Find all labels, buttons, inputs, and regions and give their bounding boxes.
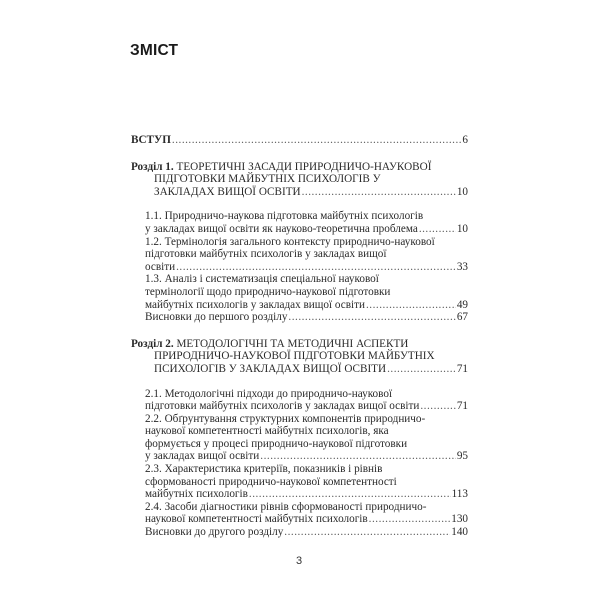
- section-line: [145, 299, 468, 312]
- section-line: [145, 286, 468, 299]
- toc-page-number: 130: [451, 513, 468, 526]
- toc-page-number: 10: [456, 222, 468, 235]
- dot-leader: [284, 526, 450, 539]
- section-text: 2.2. Обґрунтування структурних компонентів природничо-: [145, 412, 426, 425]
- dot-leader: [288, 311, 455, 324]
- dot-leader: [302, 186, 456, 199]
- toc-page-number: 71: [456, 362, 468, 375]
- section-text: 2.3. Характеристика критеріїв, показників і рівнів: [145, 463, 383, 476]
- page-number: 3: [296, 555, 303, 567]
- section-text: 2.1. Методологічні підходи до природничо-наукової: [145, 387, 393, 400]
- toc-section-entry[interactable]: [131, 526, 468, 539]
- section-text: майбутніх психологів у закладах вищої освіти: [145, 298, 365, 311]
- toc-page-number: 10: [456, 185, 468, 198]
- toc-section-entry[interactable]: [131, 501, 468, 526]
- dot-leader: [176, 261, 456, 274]
- toc-entry-intro[interactable]: [131, 134, 468, 147]
- dot-leader: [420, 400, 455, 413]
- section-text: наукової компетентності майбутніх психологів, яка: [145, 425, 389, 438]
- toc-page-number: 95: [456, 450, 468, 463]
- chapter-title-text: ТЕОРЕТИЧНІ ЗАСАДИ ПРИРОДНИЧО-НАУКОВОЇ: [176, 160, 432, 173]
- section-line: [145, 450, 468, 463]
- toc-page-number: 33: [456, 260, 468, 273]
- dot-leader: [369, 513, 451, 526]
- page-title: ЗМІСТ: [130, 42, 179, 59]
- chapter-prefix: Розділ 1.: [131, 160, 174, 173]
- chapter-title-text: ЗАКЛАДАХ ВИЩОЇ ОСВІТИ: [154, 185, 301, 198]
- chapter-title-text: МЕТОДОЛОГІЧНІ ТА МЕТОДИЧНІ АСПЕКТИ: [176, 337, 409, 350]
- section-line: [145, 388, 468, 401]
- section-text: у закладах вищої освіти як науково-теоретична проблема: [145, 222, 418, 235]
- dot-leader: [260, 450, 456, 463]
- toc-page-number: 140: [451, 526, 468, 539]
- section-line: [145, 210, 468, 223]
- section-text: освіти: [145, 260, 176, 273]
- chapter-title-line: [131, 338, 468, 351]
- section-text: Висновки до першого розділу: [145, 311, 288, 324]
- dot-leader: [419, 223, 456, 236]
- chapter-title-line[interactable]: [131, 186, 468, 199]
- dot-leader: [172, 134, 461, 147]
- dot-leader: [249, 488, 451, 501]
- toc-section-entry[interactable]: [131, 311, 468, 324]
- toc-entry-label: ВСТУП: [131, 134, 171, 146]
- chapter-prefix: Розділ 2.: [131, 337, 174, 350]
- section-line: [145, 248, 468, 261]
- toc-section-entry[interactable]: [131, 413, 468, 463]
- chapter-title-line: [131, 350, 468, 363]
- section-line: [145, 273, 468, 286]
- section-text: підготовки майбутніх психологів у закладах вищої освіти: [145, 400, 420, 413]
- section-text: 1.3. Аналіз і систематизація спеціальної наукової: [145, 273, 379, 286]
- chapter-title-line: [131, 173, 468, 186]
- section-line: [145, 476, 468, 489]
- section-line: [145, 438, 468, 451]
- toc-section-entry[interactable]: [131, 273, 468, 311]
- chapter-title-text: ПІДГОТОВКИ МАЙБУТНІХ ПСИХОЛОГІВ У: [154, 173, 381, 186]
- section-text: 2.4. Засоби діагностики рівнів сформованості природничо-: [145, 500, 427, 513]
- section-text: підготовки майбутніх психологів у закладах вищої: [145, 248, 387, 261]
- table-of-contents: [131, 134, 468, 539]
- toc-section-entry[interactable]: [131, 236, 468, 274]
- section-line: [145, 236, 468, 249]
- toc-page-number: 67: [456, 311, 468, 324]
- section-text: сформованості природничо-наукової компетентності: [145, 475, 397, 488]
- section-line: [145, 413, 468, 426]
- toc-section-entry[interactable]: [131, 463, 468, 501]
- section-text: наукової компетентності майбутніх психологів: [145, 513, 368, 526]
- section-line: [145, 425, 468, 438]
- chapter-title-text: ПСИХОЛОГІВ У ЗАКЛАДАХ ВИЩОЇ ОСВІТИ: [154, 362, 387, 375]
- section-line: [145, 513, 468, 526]
- section-line: [145, 400, 468, 413]
- chapter-title-line[interactable]: [131, 363, 468, 376]
- section-line: [145, 311, 468, 324]
- dot-leader: [387, 363, 456, 376]
- toc-page-number: 6: [462, 134, 468, 146]
- section-text: майбутніх психологів: [145, 488, 248, 501]
- section-line: [145, 463, 468, 476]
- section-line: [145, 261, 468, 274]
- chapter-title-line: [131, 161, 468, 174]
- dot-leader: [366, 299, 456, 312]
- toc-page-number: 49: [456, 298, 468, 311]
- section-text: 1.1. Природничо-наукова підготовка майбутніх психологів: [145, 210, 424, 223]
- section-line: [145, 501, 468, 514]
- section-line: [145, 488, 468, 501]
- section-line: [145, 526, 468, 539]
- toc-page-number: 113: [451, 488, 468, 501]
- section-text: у закладах вищої освіти: [145, 450, 260, 463]
- toc-chapter: [131, 161, 468, 324]
- section-line: [145, 223, 468, 236]
- toc-section-entry[interactable]: [131, 210, 468, 235]
- section-text: термінології щодо природничо-наукової підготовки: [145, 285, 391, 298]
- chapter-title-text: ПРИРОДНИЧО-НАУКОВОЇ ПІДГОТОВКИ МАЙБУТНІХ: [154, 350, 435, 363]
- toc-chapter: [131, 338, 468, 539]
- toc-page-number: 71: [456, 400, 468, 413]
- section-text: 1.2. Термінологія загального контексту природничо-наукової: [145, 235, 435, 248]
- toc-section-entry[interactable]: [131, 388, 468, 413]
- section-text: Висновки до другого розділу: [145, 526, 284, 539]
- section-text: формується у процесі природничо-наукової підготовки: [145, 437, 408, 450]
